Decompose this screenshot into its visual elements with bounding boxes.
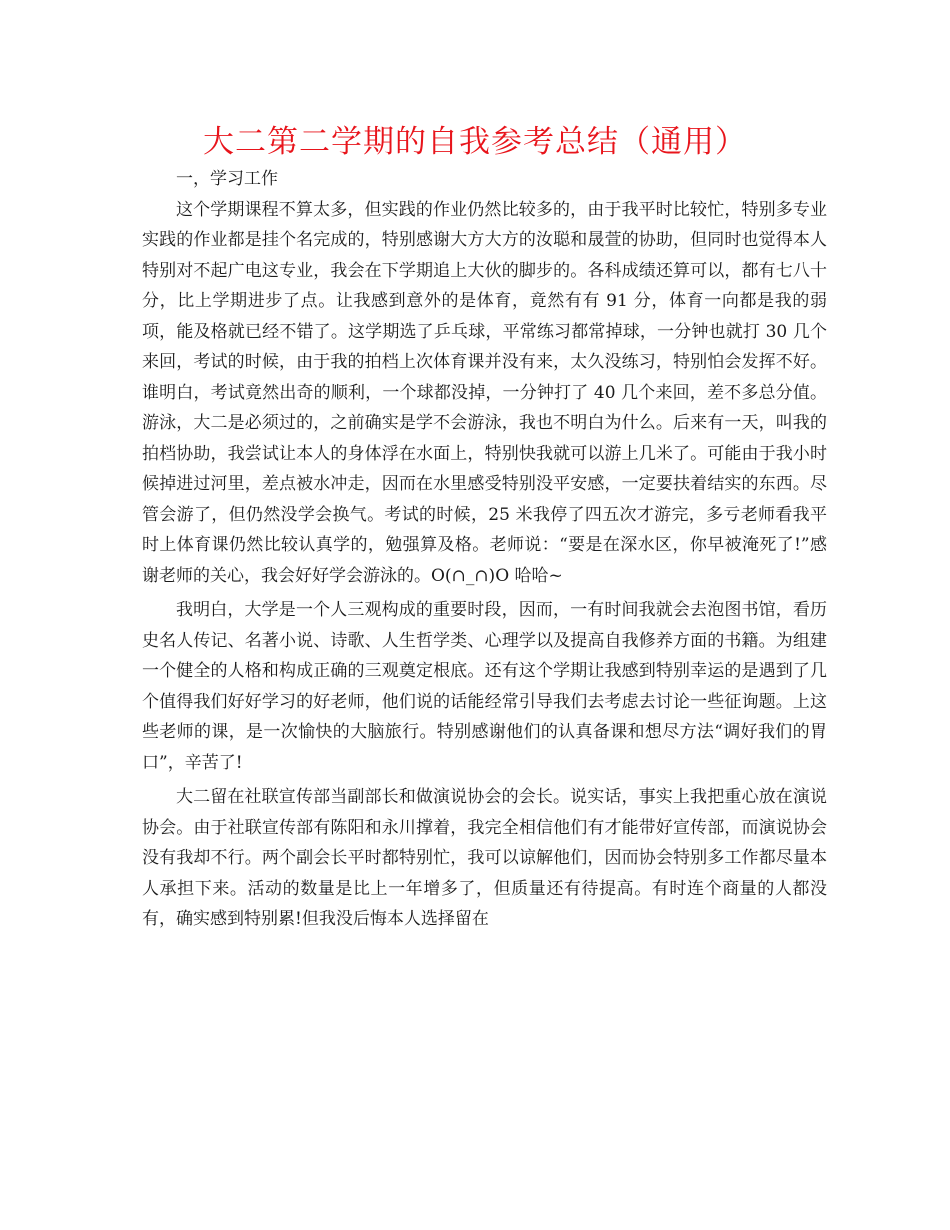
document-body (142, 164, 827, 935)
paragraph-study: 这个学期课程不算太多，但实践的作业仍然比较多的，由于我平时比较忙，特别多专业实践的作业都是挂个名完成的，特别感谢大方大方的汝聪和晟萱的协助，但同时也觉得本人特别对不起广电这专业，我会在下学期追上大伙的脚步的。各科成绩还算可以，都有七八十分，比上学期进步了点。让我感到意外的是体育，竟然有有 91 分，体育一向都是我的弱项，能及格就已经不错了。这学期选了乒乓球，平常练习都常掉球，一分钟也就打 30 几个来回，考试的时候，由于我的拍档上次体育课并没有来，太久没练习，特别怕会发挥不好。谁明白，考试竟然出奇的顺利，一个球都没掉，一分钟打了 40 几个来回，差不多总分值。游泳，大二是必须过的，之前确实是学不会游泳，我也不明白为什么。后来有一天，叫我的拍档协助，我尝试让本人的身体浮在水面上，特别快我就可以游上几米了。可能由于我小时候掉进过河里，差点被水冲走，因而在水里感受特别没平安感，一定要扶着结实的东西。尽管会游了，但仍然没学会换气。考试的时候，25 米我停了四五次才游完，多亏老师看我平时上体育课仍然比较认真学的，勉强算及格。老师说：“要是在深水区，你早被淹死了!”感谢老师的关心，我会好好学会游泳的。O(∩_∩)O 哈哈~ (142, 199, 827, 586)
section-heading: 一，学习工作 (176, 169, 278, 189)
paragraph-club-work: 大二留在社联宣传部当副部长和做演说协会的会长。说实话，事实上我把重心放在演说协会。由于社联宣传部有陈阳和永川撑着，我完全相信他们有才能带好宣传部，而演说协会没有我却不行。两个副会长平时都特别忙，我可以谅解他们，因而协会特别多工作都尽量本人承担下来。活动的数量是比上一年增多了，但质量还有待提高。有时连个商量的人都没有，确实感到特别累!但我没后悔本人选择留在 (142, 787, 827, 929)
paragraph-reading: 我明白，大学是一个人三观构成的重要时段，因而，一有时间我就会去泡图书馆，看历史名人传记、名著小说、诗歌、人生哲学类、心理学以及提高自我修养方面的书籍。为组建一个健全的人格和构成正确的三观奠定根底。还有这个学期让我感到特别幸运的是遇到了几个值得我们好好学习的好老师，他们说的话能经常引导我们去考虑去讨论一些征询题。上这些老师的课，是一次愉快的大脑旅行。特别感谢他们的认真备课和想尽方法“调好我们的胃口”，辛苦了! (142, 600, 827, 773)
document-title: 大二第二学期的自我参考总结（通用） (203, 124, 747, 160)
